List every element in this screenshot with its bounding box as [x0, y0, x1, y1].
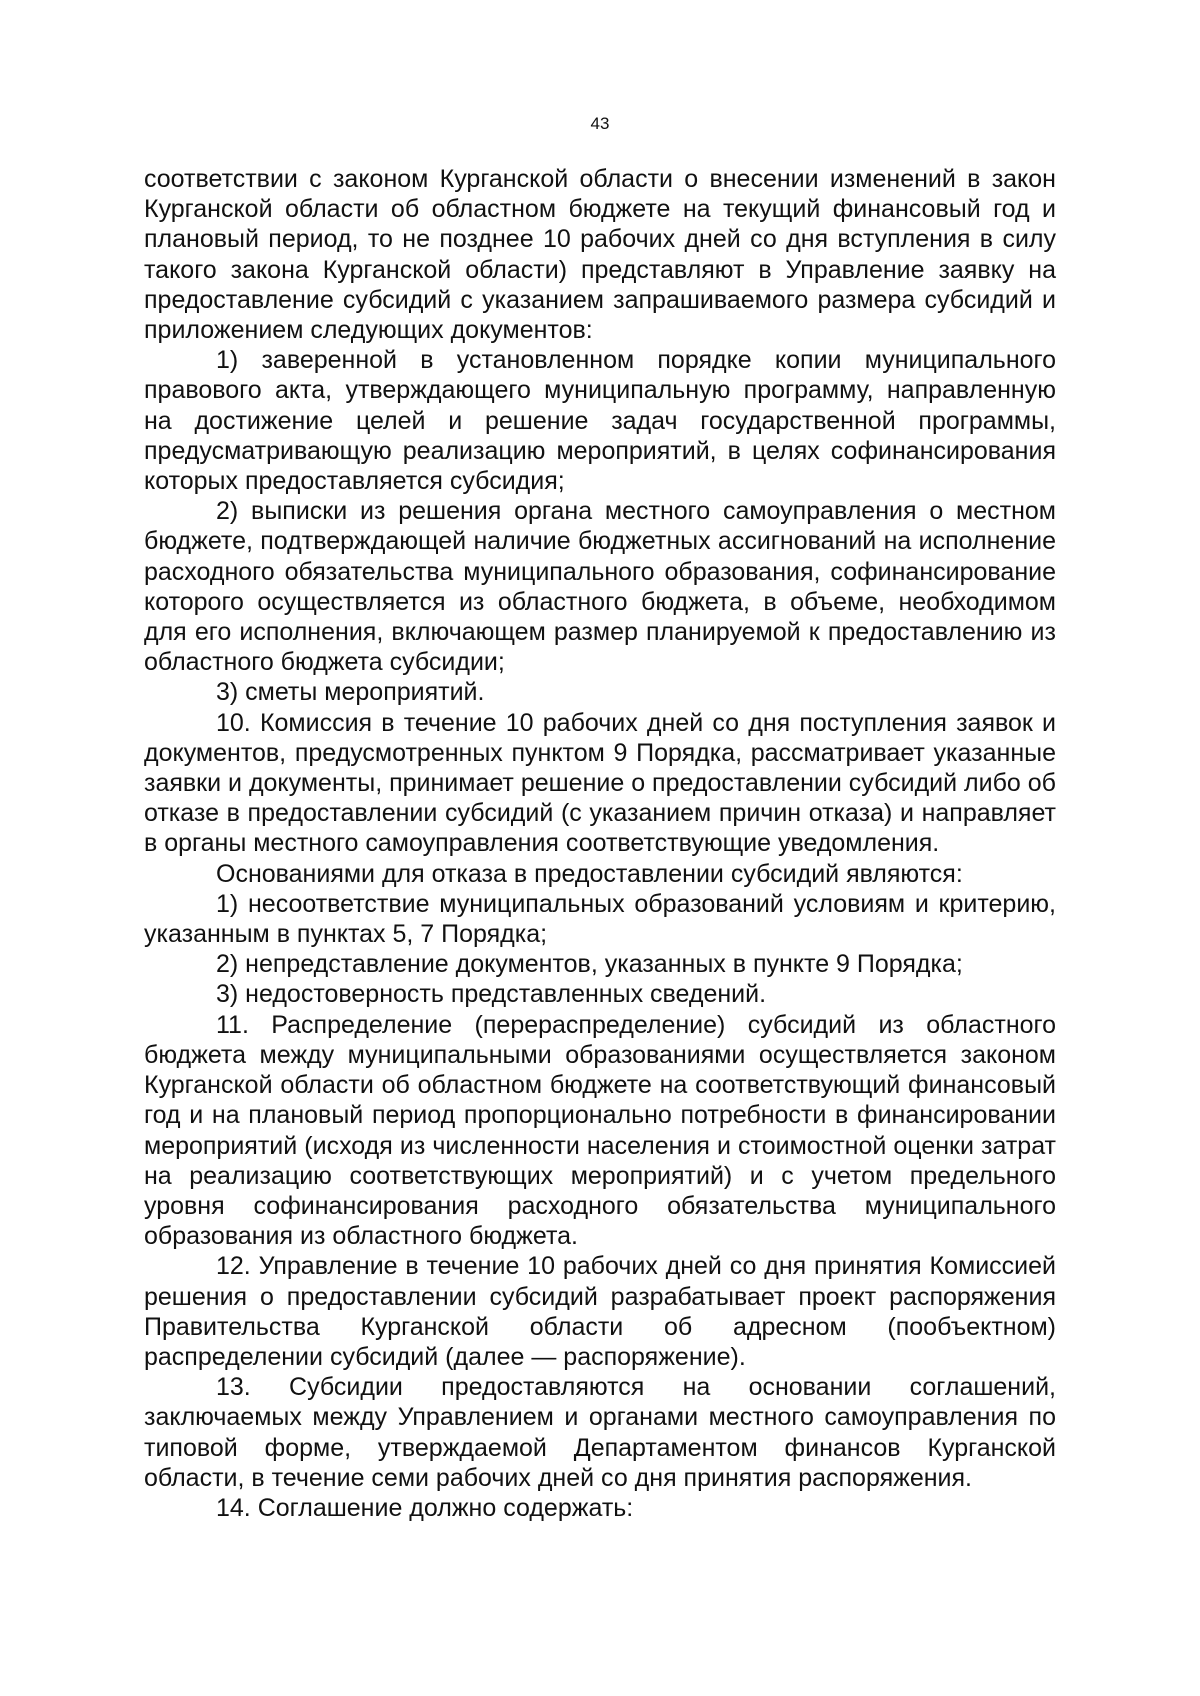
paragraph-8: 3) недостоверность представленных сведений. — [216, 980, 767, 1009]
paragraph-9: 11. Распределение (перераспределение) субсидий из областного бюджета между муниципальными образованиями осуществляется законом Курганской области об областном бюджете на соответствующий финансовый год и на плановый период пропорционально потребности в финансировании мероприятий (исходя из численности населения и стоимостной оценки затрат на реализацию соответствующих мероприятий) и с учетом предельного уровня софинансирования расходного обязательства муниципального образования из областного бюджета. — [144, 1010, 1056, 1251]
paragraph-7: 2) непредставление документов, указанных в пункте 9 Порядка; — [216, 950, 963, 979]
paragraph-6: 1) несоответствие муниципальных образований условиям и критерию, указанным в пунктах 5, 7 Порядка; — [144, 889, 1056, 949]
paragraph-3: 3) сметы мероприятий. — [216, 678, 485, 707]
document-body — [144, 164, 1056, 1523]
paragraph-5: Основаниями для отказа в предоставлении субсидий являются: — [216, 859, 963, 888]
paragraph-4: 10. Комиссия в течение 10 рабочих дней со дня поступления заявок и документов, предусмотренных пунктом 9 Порядка, рассматривает указанные заявки и документы, принимает решение о предоставлении субсидий либо об отказе в предоставлении субсидий (с указанием причин отказа) и направляет в органы местного самоуправления соответствующие уведомления. — [144, 708, 1056, 858]
paragraph-12: 14. Соглашение должно содержать: — [216, 1493, 634, 1522]
paragraph-0: соответствии с законом Курганской области о внесении изменений в закон Курганской области об областном бюджете на текущий финансовый год и плановый период, то не позднее 10 рабочих дней со дня вступления в силу такого закона Курганской области) представляют в Управление заявку на предоставление субсидий с указанием запрашиваемого размера субсидий и приложением следующих документов: — [144, 165, 1056, 345]
paragraph-2: 2) выписки из решения органа местного самоуправления о местном бюджете, подтверждающей наличие бюджетных ассигнований на исполнение расходного обязательства муниципального образования, софинансирование которого осуществляется из областного бюджета, в объеме, необходимом для его исполнения, включающем размер планируемой к предоставлению из областного бюджета субсидии; — [144, 497, 1056, 677]
page-number: 43 — [590, 114, 610, 133]
paragraph-10: 12. Управление в течение 10 рабочих дней со дня принятия Комиссией решения о предоставлении субсидий разрабатывает проект распоряжения Правительства Курганской области об адресном (пообъектном) распределении субсидий (далее — распоряжение). — [144, 1252, 1056, 1371]
paragraph-11: 13. Субсидии предоставляются на основании соглашений, заключаемых между Управлением и органами местного самоуправления по типовой форме, утверждаемой Департаментом финансов Курганской области, в течение семи рабочих дней со дня принятия распоряжения. — [144, 1373, 1056, 1492]
paragraph-1: 1) заверенной в установленном порядке копии муниципального правового акта, утверждающего муниципальную программу, направленную на достижение целей и решение задач государственной программы, предусматривающую реализацию мероприятий, в целях софинансирования которых предоставляется субсидия; — [144, 346, 1056, 496]
